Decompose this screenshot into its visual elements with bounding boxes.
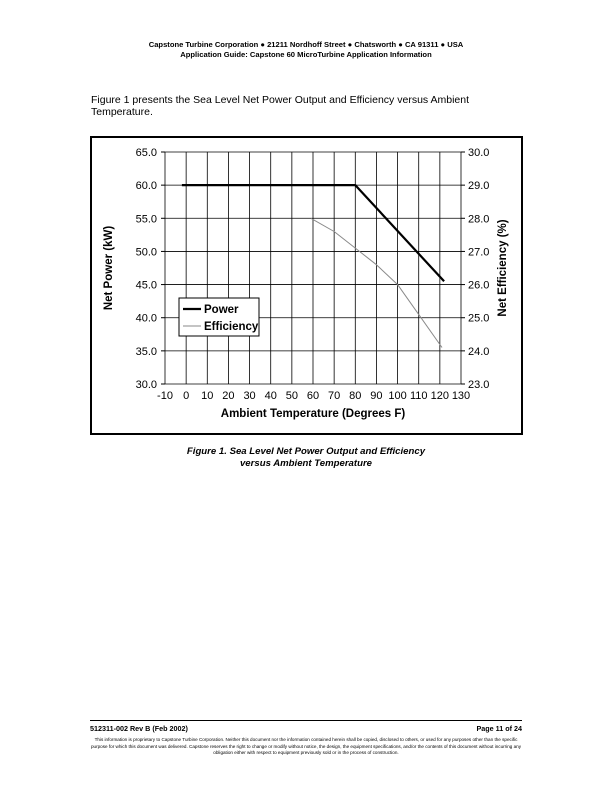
y-tick-label: 65.0 <box>135 147 157 159</box>
y-tick-label: 40.0 <box>135 312 157 325</box>
y2-tick-label: 28.0 <box>468 213 490 226</box>
y-tick-label: 35.0 <box>135 345 157 358</box>
y-axis-label: Net Power (kW) <box>103 225 115 311</box>
y2-tick-label: 29.0 <box>468 180 490 193</box>
x-tick-label: 70 <box>328 390 341 402</box>
x-tick-label: 50 <box>285 390 298 402</box>
y2-tick-label: 25.0 <box>468 312 490 325</box>
intro-paragraph: Figure 1 presents the Sea Level Net Power Output and Efficiency versus Ambient Temperature. <box>91 94 470 118</box>
x-tick-label: -10 <box>157 390 173 402</box>
legend-label-power: Power <box>204 304 239 316</box>
power-efficiency-chart <box>92 138 521 433</box>
y2-axis-label: Net Efficiency (%) <box>497 219 509 317</box>
y2-tick-label: 26.0 <box>468 279 490 292</box>
x-tick-label: 0 <box>183 390 190 402</box>
x-tick-label: 40 <box>264 390 277 402</box>
y2-tick-label: 30.0 <box>468 147 490 159</box>
x-tick-label: 90 <box>370 390 383 402</box>
caption-line-1: Figure 1. Sea Level Net Power Output and Efficiency <box>186 446 426 457</box>
y-tick-label: 30.0 <box>135 379 157 391</box>
header-guide-title: Application Guide: Capstone 60 MicroTurbine Application Information <box>180 50 432 59</box>
page-number: Page 11 of 24 <box>476 724 522 733</box>
x-tick-label: 10 <box>201 390 214 402</box>
footer-divider <box>90 720 522 721</box>
header-company-line: Capstone Turbine Corporation ● 21211 Nordhoff Street ● Chatsworth ● CA 91311 ● USA <box>148 40 464 49</box>
x-tick-label: 30 <box>243 390 256 402</box>
figure-caption <box>0 446 612 469</box>
document-number: 512311-002 Rev B (Feb 2002) <box>90 724 188 733</box>
page-header <box>0 40 612 60</box>
chart-frame <box>90 136 523 435</box>
x-tick-label: 120 <box>430 390 450 402</box>
y-tick-label: 50.0 <box>135 246 157 259</box>
x-tick-label: 60 <box>306 390 320 402</box>
x-tick-label: 80 <box>349 390 362 402</box>
proprietary-disclaimer: This information is proprietary to Capstone Turbine Corporation. Neither this document nor the information contained herein shall be copied, disclosed to others, or used for any purposes other than the specific purpose for which this document was delivered. Capstone reserves the right to change or modify without notice, the design, the equipment specifications, and/or the contents of this document without incurring any obligation either with respect to equipment previously sold or in the process of construction. <box>90 737 521 756</box>
y-tick-label: 55.0 <box>135 213 157 226</box>
y2-tick-label: 23.0 <box>468 379 490 391</box>
y2-tick-label: 24.0 <box>468 345 490 358</box>
x-tick-label: 20 <box>222 390 235 402</box>
x-tick-label: 130 <box>451 390 471 402</box>
x-axis-label: Ambient Temperature (Degrees F) <box>220 408 406 420</box>
y-tick-label: 60.0 <box>135 180 157 193</box>
legend-label-efficiency: Efficiency <box>204 321 259 333</box>
x-tick-label: 110 <box>409 390 428 402</box>
y-tick-label: 45.0 <box>135 279 157 292</box>
x-tick-label: 100 <box>388 390 407 402</box>
y2-tick-label: 27.0 <box>468 246 490 259</box>
caption-line-2: versus Ambient Temperature <box>239 457 373 469</box>
